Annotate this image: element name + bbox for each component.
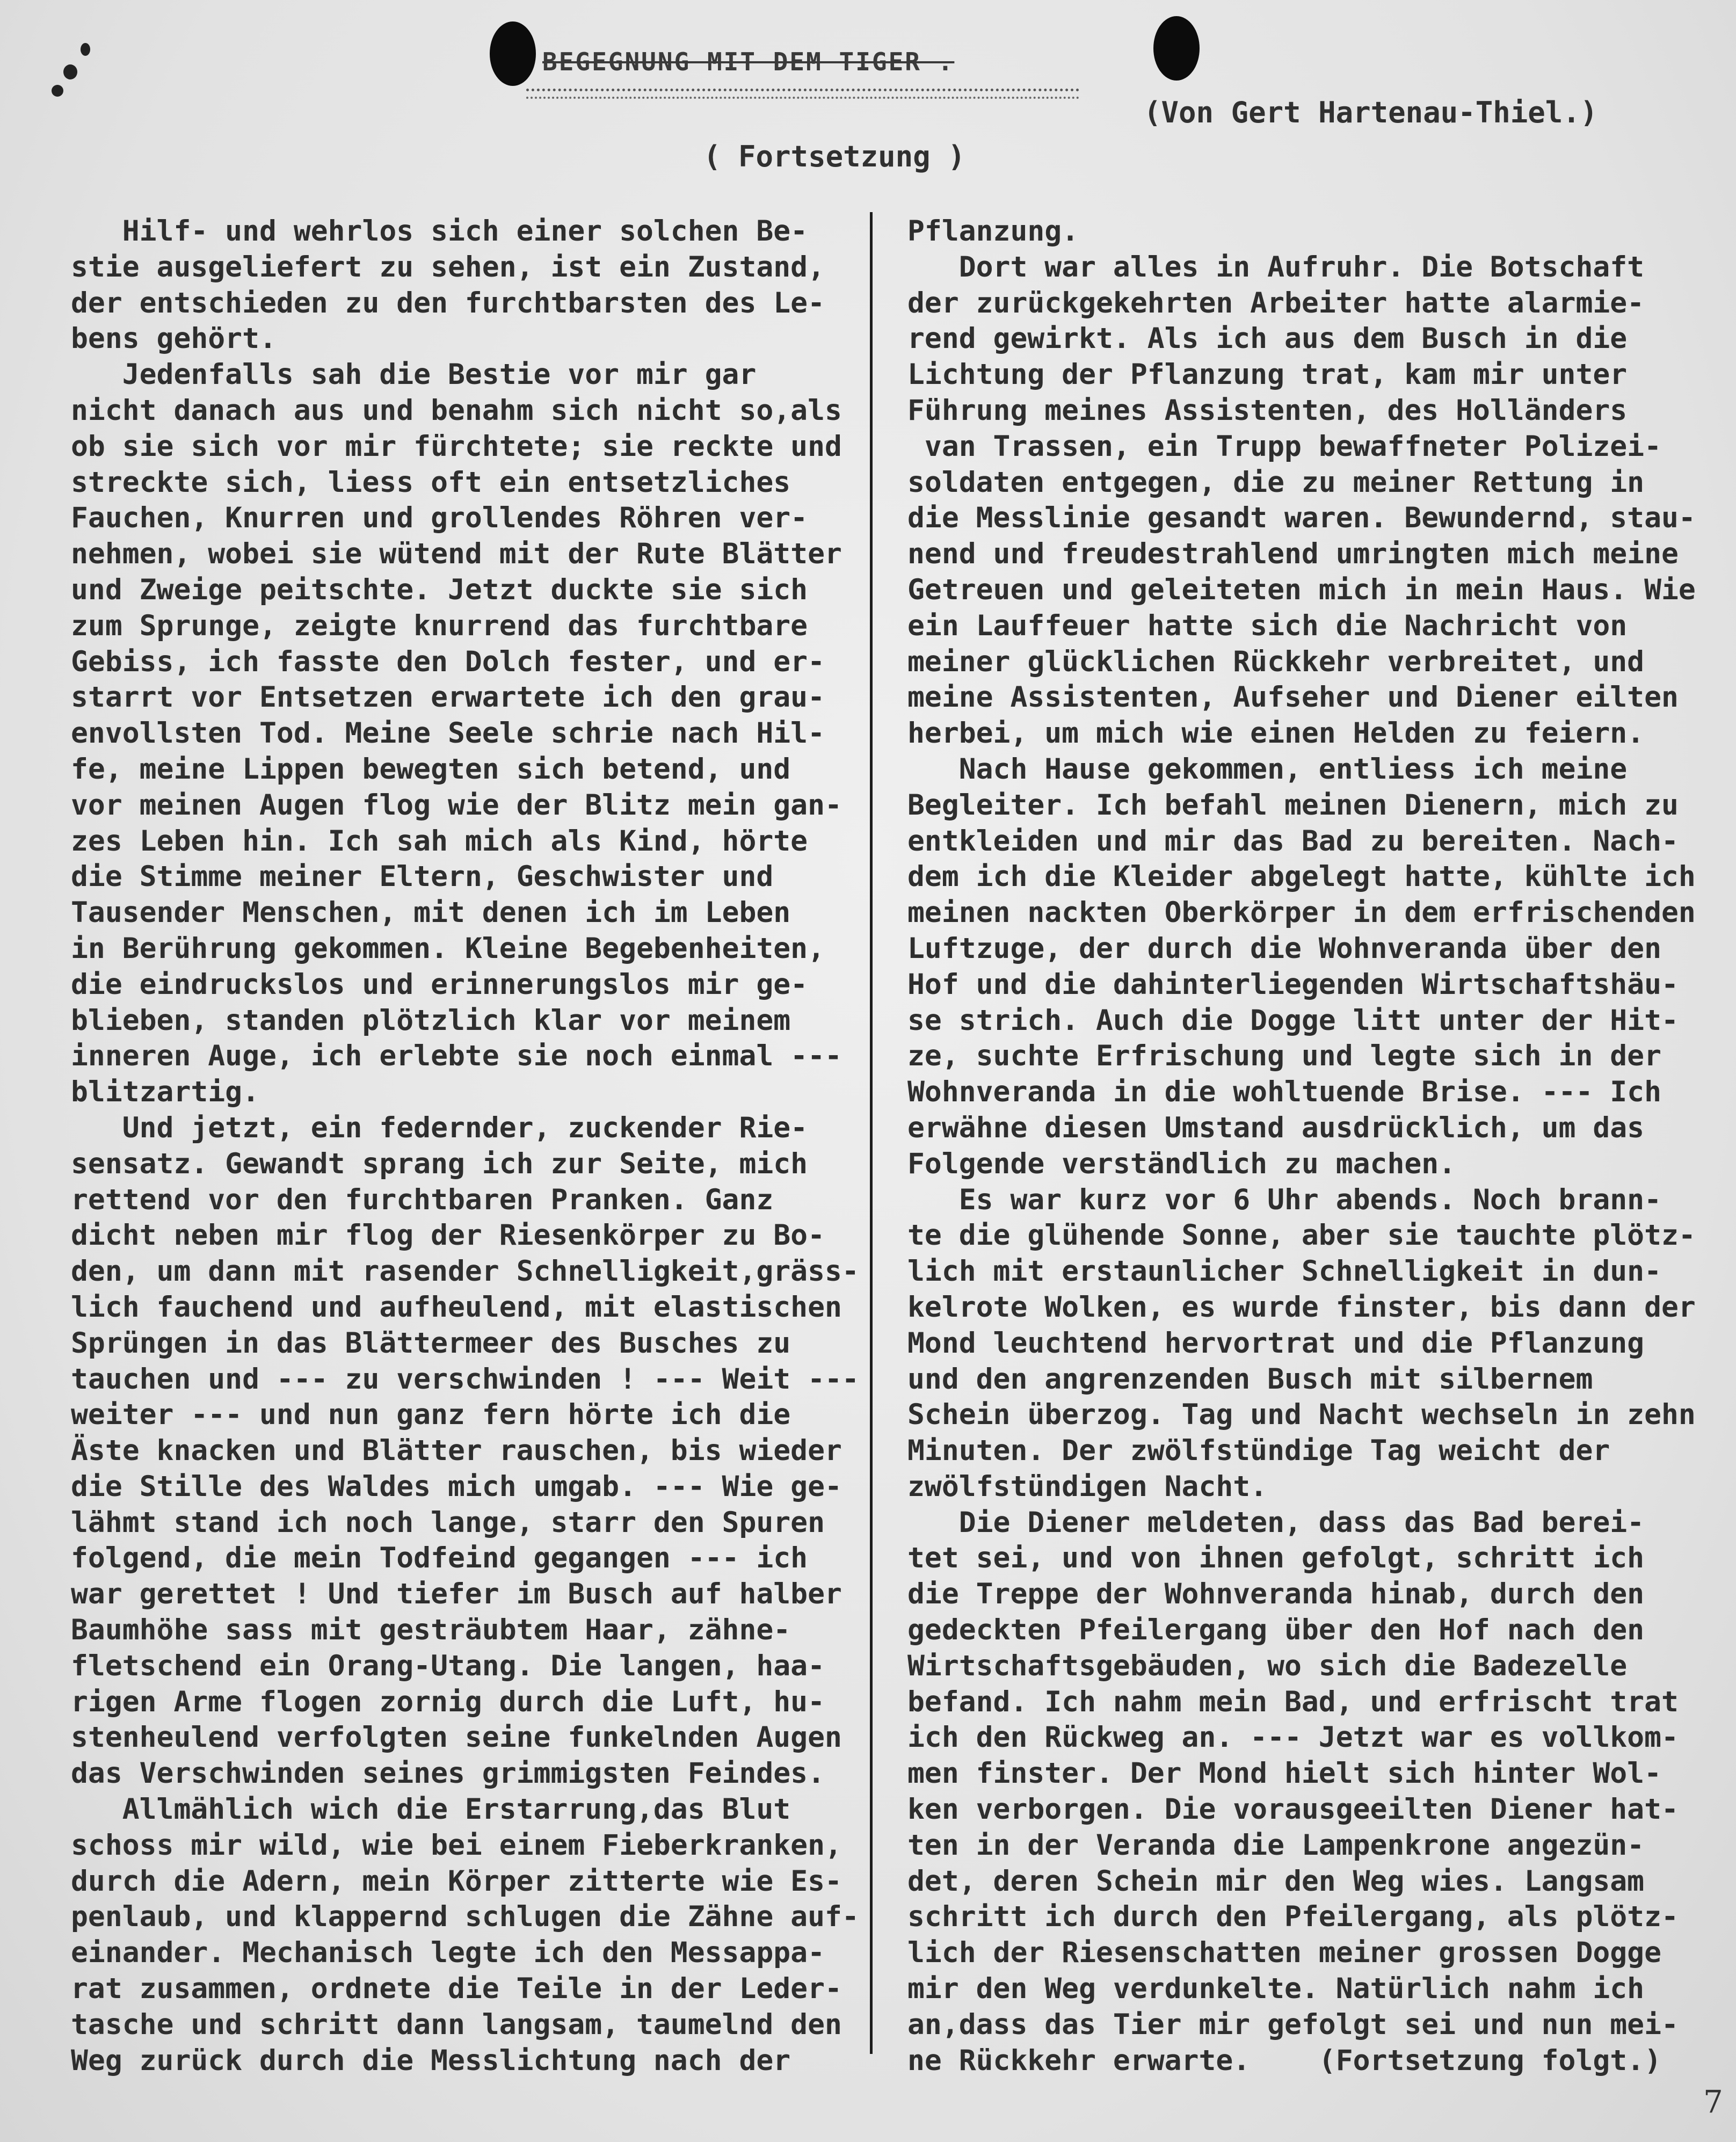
continuation-label: ( Fortsetzung ) (703, 140, 965, 173)
column-divider (870, 212, 873, 2054)
text-column-right: Pflanzung. Dort war alles in Aufruhr. Die Botschaft der zurückgekehrten Arbeiter hatte alarmie- rend gewirkt. Als ich aus dem Busch in die Lichtung der Pflanzung trat, kam mir unter Führung meines Assistenten, des Holländers van Trassen, ein Trupp bewaffneter Polizei- soldaten entgegen, die zu meiner Rettung in die Messlinie gesandt waren. Bewundernd, stau- nend und freudestrahlend umringten mich meine Getreuen und geleiteten mich in mein Haus. Wie ein Lauffeuer hatte sich die Nachricht von meiner glücklichen Rückkehr verbreitet, und meine Assistenten, Aufseher und Diener eilten herbei, um mich wie einen Helden zu feiern. Nach Hause gekommen, entliess ich meine Begleiter. Ich befahl meinen Dienern, mich zu entkleiden und mir das Bad zu bereiten. Nach- dem ich die Kleider abgelegt hatte, kühlte ich meinen nackten Oberkörper in dem erfrischenden Luftzuge, der durch die Wohnveranda über den Hof und die dahinterliegenden Wirtschaftshäu- se strich. Auch die Dogge litt unter der Hit- ze, suchte Erfrischung und legte sich in der Wohnveranda in die wohltuende Brise. --- Ich erwähne diesen Umstand ausdrücklich, um das Folgende verständlich zu machen. Es war kurz vor 6 Uhr abends. Noch brann- te die glühende Sonne, aber sie tauchte plötz- lich mit erstaunlicher Schnelligkeit in dun- kelrote Wolken, es wurde finster, bis dann der Mond leuchtend hervortrat und die Pflanzung und den angrenzenden Busch mit silbernem Schein überzog. Tag und Nacht wechseln in zehn Minuten. Der zwölfstündige Tag weicht der zwölfstündigen Nacht. Die Diener meldeten, dass das Bad berei- tet sei, und von ihnen gefolgt, schritt ich die Treppe der Wohnveranda hinab, durch den gedeckten Pfeilergang über den Hof nach den Wirtschaftsgebäuden, wo sich die Badezelle befand. Ich nahm mein Bad, und erfrischt trat ich den Rückweg an. --- Jetzt war es vollkom- men finster. Der Mond hielt sich hinter Wol- ken verborgen. Die vorausgeeilten Diener hat- ten in der Veranda die Lampenkrone angezün- det, deren Schein mir den Weg wies. Langsam schritt ich durch den Pfeilergang, als plötz- lich der Riesenschatten meiner grossen Dogge mir den Weg verdunkelte. Natürlich nahm ich an,dass das Tier mir gefolgt sei und nun mei- ne Rückkehr erwarte. (Fortsetzung folgt.) (907, 215, 1696, 2077)
punch-hole-right (1153, 16, 1200, 81)
author-line: (Von Gert Hartenau-Thiel.) (1144, 96, 1598, 129)
ink-speck (52, 85, 63, 97)
ink-speck (81, 43, 90, 56)
title-underline-second (526, 97, 1079, 99)
page-number: 7 (1703, 2083, 1723, 2120)
ink-speck (63, 64, 77, 79)
title-underline (526, 89, 1079, 91)
text-column-left: Hilf- und wehrlos sich einer solchen Be- stie ausgeliefert zu sehen, ist ein Zustand, der entschieden zu den furchtbarsten des Le- bens gehört. Jedenfalls sah die Bestie vor mir gar nicht danach aus und benahm sich nicht so,als ob sie sich vor mir fürchtete; sie reckte und streckte sich, liess oft ein entsetzliches Fauchen, Knurren und grollendes Röhren ver- nehmen, wobei sie wütend mit der Rute Blätter und Zweige peitschte. Jetzt duckte sie sich zum Sprunge, zeigte knurrend das furchtbare Gebiss, ich fasste den Dolch fester, und er- starrt vor Entsetzen erwartete ich den grau- envollsten Tod. Meine Seele schrie nach Hil- fe, meine Lippen bewegten sich betend, und vor meinen Augen flog wie der Blitz mein gan- zes Leben hin. Ich sah mich als Kind, hörte die Stimme meiner Eltern, Geschwister und Tausender Menschen, mit denen ich im Leben in Berührung gekommen. Kleine Begebenheiten, die eindruckslos und erinnerungslos mir ge- blieben, standen plötzlich klar vor meinem inneren Auge, ich erlebte sie noch einmal --- blitzartig. Und jetzt, ein federnder, zuckender Rie- sensatz. Gewandt sprang ich zur Seite, mich rettend vor den furchtbaren Pranken. Ganz dicht neben mir flog der Riesenkörper zu Bo- den, um dann mit rasender Schnelligkeit,gräss- lich fauchend und aufheulend, mit elastischen Sprüngen in das Blättermeer des Busches zu tauchen und --- zu verschwinden ! --- Weit --- weiter --- und nun ganz fern hörte ich die Äste knacken und Blätter rauschen, bis wieder die Stille des Waldes mich umgab. --- Wie ge- lähmt stand ich noch lange, starr den Spuren folgend, die mein Todfeind gegangen --- ich war gerettet ! Und tiefer im Busch auf halber Baumhöhe sass mit gesträubtem Haar, zähne- fletschend ein Orang-Utang. Die langen, haa- rigen Arme flogen zornig durch die Luft, hu- stenheulend verfolgten seine funkelnden Augen das Verschwinden seines grimmigsten Feindes. Allmählich wich die Erstarrung,das Blut schoss mir wild, wie bei einem Fieberkranken, durch die Adern, mein Körper zitterte wie Es- penlaub, und klappernd schlugen die Zähne auf- einander. Mechanisch legte ich den Messappa- rat zusammen, ordnete die Teile in der Leder- tasche und schritt dann langsam, taumelnd den Weg zurück durch die Messlichtung nach der (71, 215, 859, 2077)
article-title: BEGEGNUNG MIT DEM TIGER . (542, 47, 955, 76)
punch-hole-left (490, 21, 536, 86)
